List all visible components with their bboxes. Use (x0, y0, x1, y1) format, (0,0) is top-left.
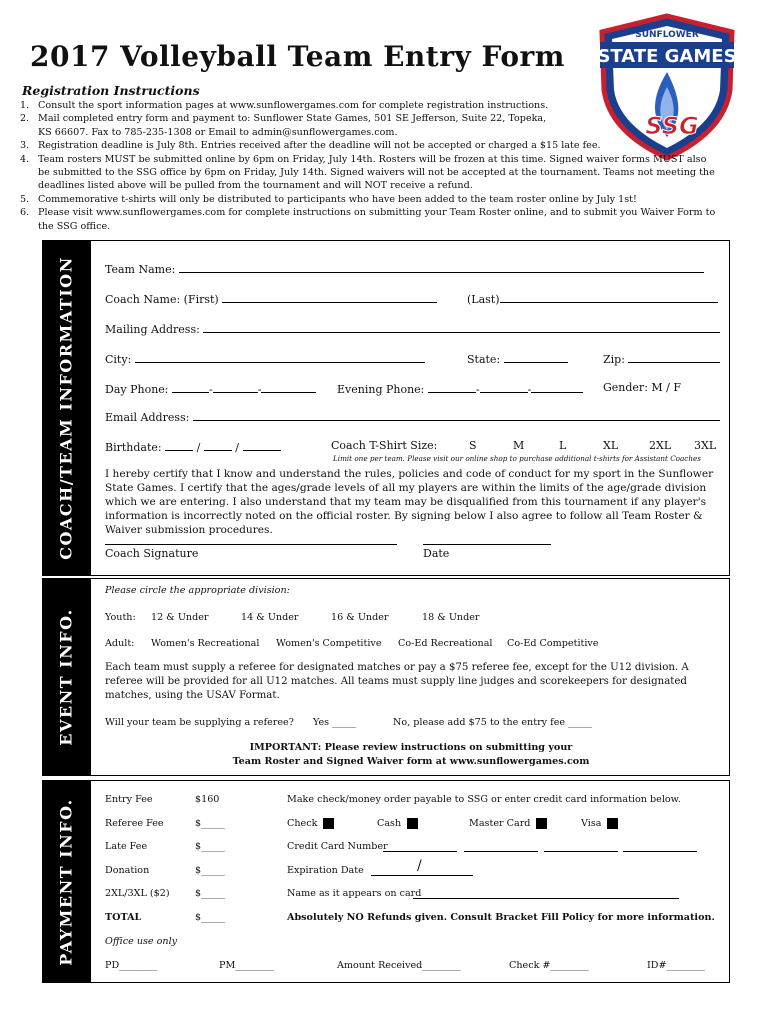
card-number-segment[interactable] (464, 851, 538, 852)
size-option-m[interactable]: M (513, 439, 525, 452)
instruction-item: 5. Commemorative t-shirts will only be distributed to participants who have been added to the team roster online by July 1st! (20, 193, 637, 205)
division-youth-18u[interactable]: 18 & Under (422, 612, 480, 623)
payment-info-section (90, 780, 730, 983)
city-field[interactable]: City: (105, 351, 425, 366)
cash-option[interactable]: Cash (377, 818, 418, 829)
fee-label: 2XL/3XL ($2) (105, 888, 170, 899)
checkbox-icon[interactable] (536, 818, 547, 829)
division-youth-14u[interactable]: 14 & Under (241, 612, 299, 623)
office-pm-field: PM________ (219, 960, 274, 971)
referee-question: Will your team be supplying a referee? (105, 717, 294, 728)
signature-line[interactable] (105, 544, 397, 545)
state-field[interactable]: State: (467, 351, 568, 366)
day-phone-field[interactable]: Day Phone: - - (105, 381, 316, 396)
division-coed-comp[interactable]: Co-Ed Competitive (507, 638, 599, 649)
total-label: TOTAL (105, 912, 142, 923)
division-coed-rec[interactable]: Co-Ed Recreational (398, 638, 493, 649)
coach-team-section (90, 240, 730, 576)
instruction-item: 3. Registration deadline is July 8th. Entries received after the deadline will not be accepted or charged a $15 late fee. (20, 140, 601, 152)
instruction-item: 6. Please visit www.sunflowergames.com for complete instructions on submitting your Team Roster online, and to submit you Waiver Form to the SSG office. (20, 207, 716, 232)
date-line[interactable] (423, 544, 551, 545)
division-youth-16u[interactable]: 16 & Under (331, 612, 389, 623)
size-option-2xl[interactable]: 2XL (649, 439, 672, 452)
office-check-field: Check #________ (509, 960, 589, 971)
circle-division-note: Please circle the appropriate division: (105, 585, 290, 596)
fee-amount[interactable]: $_____ (195, 818, 226, 829)
zip-field[interactable]: Zip: (603, 351, 720, 366)
office-id-field: ID#________ (647, 960, 705, 971)
birthdate-field[interactable]: Birthdate: / / (105, 439, 281, 454)
logo-main-text: STATE GAMES (597, 46, 737, 67)
name-on-card-label: Name as it appears on card (287, 888, 422, 899)
event-info-band: EVENT INFO. (42, 578, 90, 776)
referee-yes-option[interactable]: Yes _____ (313, 717, 357, 728)
instruction-item: 1. Consult the sport information pages at www.sunflowergames.com for complete registration instructions. (20, 100, 549, 111)
card-number-segment[interactable] (623, 851, 697, 852)
tshirt-note: Limit one per team. Please visit our online shop to purchase additional t-shirts for Assistant Coaches (333, 454, 701, 463)
certification-text: I hereby certify that I know and understand the rules, policies and code of conduct for my sport in the Sunflower State Games. I certify that the ages/grade levels of all my players are within the limits of the age/grade division which we are entering. I also understand that my team may be disqualified from this tournament if any player's information is incorrectly noted on the official roster. By signing below I also agree to follow all Team Roster & Waiver submission procedures. (105, 468, 714, 536)
name-on-card-line[interactable] (413, 898, 679, 899)
coach-last-name-field[interactable]: (Last) (467, 291, 718, 306)
instruction-item: 2. Mail completed entry form and payment to: Sunflower State Games, 501 SE Jefferson, Suite 22, Topeka, KS 66607. Fax to 785-235-1308 or Email to admin@sunflowergames.com. (20, 113, 547, 138)
page-title: 2017 Volleyball Team Entry Form (30, 40, 565, 73)
no-refunds-note: Absolutely NO Refunds given. Consult Bracket Fill Policy for more information. (287, 912, 715, 923)
payment-info-band: PAYMENT INFO. (42, 780, 90, 983)
office-amount-field: Amount Received________ (337, 960, 461, 971)
fee-label: Referee Fee (105, 818, 164, 829)
fee-amount[interactable]: $_____ (195, 888, 226, 899)
size-option-l[interactable]: L (559, 439, 567, 452)
checkbox-icon[interactable] (607, 818, 618, 829)
coach-signature-label: Coach Signature (105, 547, 199, 560)
mailing-address-field[interactable]: Mailing Address: (105, 321, 720, 336)
expiration-label: Expiration Date (287, 865, 364, 876)
event-info-section (90, 578, 730, 776)
division-womens-comp[interactable]: Women's Competitive (276, 638, 382, 649)
size-option-3xl[interactable]: 3XL (694, 439, 717, 452)
checkbox-icon[interactable] (407, 818, 418, 829)
total-amount[interactable]: $_____ (195, 912, 226, 923)
referee-no-option[interactable]: No, please add $75 to the entry fee _____ (393, 717, 593, 728)
date-label: Date (423, 547, 450, 560)
office-pd-field: PD________ (105, 960, 158, 971)
coach-first-name-field[interactable]: Coach Name: (First) (105, 291, 437, 306)
card-number-label: Credit Card Number (287, 841, 388, 852)
logo-badge: SSG (645, 112, 699, 140)
office-use-label: Office use only (105, 936, 178, 947)
important-line-1: IMPORTANT: Please review instructions on submitting your (249, 742, 573, 753)
payable-note: Make check/money order payable to SSG or enter credit card information below. (287, 794, 681, 805)
expiration-line[interactable] (371, 875, 473, 876)
youth-label: Youth: (105, 612, 136, 623)
tshirt-size-label: Coach T-Shirt Size: (331, 439, 438, 452)
evening-phone-field[interactable]: Evening Phone: - - (337, 381, 583, 396)
card-number-segment[interactable] (544, 851, 618, 852)
check-option[interactable]: Check (287, 818, 334, 829)
fee-amount[interactable]: $_____ (195, 865, 226, 876)
expiration-slash: / (417, 858, 422, 874)
gender-field[interactable]: Gender: M / F (603, 381, 681, 394)
fee-amount: $160 (195, 794, 220, 805)
fee-label: Entry Fee (105, 794, 153, 805)
division-womens-rec[interactable]: Women's Recreational (151, 638, 260, 649)
email-field[interactable]: Email Address: (105, 409, 720, 424)
adult-label: Adult: (105, 638, 135, 649)
registration-instructions (20, 99, 720, 233)
fee-label: Donation (105, 865, 150, 876)
checkbox-icon[interactable] (323, 818, 334, 829)
instruction-item: 4. Team rosters MUST be submitted online by 6pm on Friday, July 14th. Rosters will be frozen at this time. Signed waiver forms MUST also be submitted to the SSG office by 6pm on Friday, July 14th. Signed waivers will not be accepted at the tournament. Teams not meeting the deadlines listed above will be pulled from the tournament and will NOT receive a refund. (20, 153, 715, 192)
visa-option[interactable]: Visa (581, 818, 618, 829)
referee-note: Each team must supply a referee for designated matches or pay a $75 referee fee, except for the U12 division. A referee will be provided for all U12 matches. All teams must supply line judges and scorekeepers for designated matches, using the USAV Format. (105, 662, 689, 701)
division-youth-12u[interactable]: 12 & Under (151, 612, 209, 623)
fee-label: Late Fee (105, 841, 148, 852)
fee-amount[interactable]: $_____ (195, 841, 226, 852)
coach-team-band: COACH/TEAM INFORMATION (42, 240, 90, 576)
card-number-segment[interactable] (383, 851, 457, 852)
size-option-xl[interactable]: XL (603, 439, 619, 452)
registration-heading: Registration Instructions (22, 83, 200, 98)
size-option-s[interactable]: S (469, 439, 477, 452)
important-line-2: Team Roster and Signed Waiver form at www.sunflowergames.com (232, 756, 590, 767)
logo-top-text: SUNFLOWER (635, 30, 699, 40)
mastercard-option[interactable]: Master Card (469, 818, 547, 829)
team-name-field[interactable]: Team Name: (105, 261, 704, 276)
